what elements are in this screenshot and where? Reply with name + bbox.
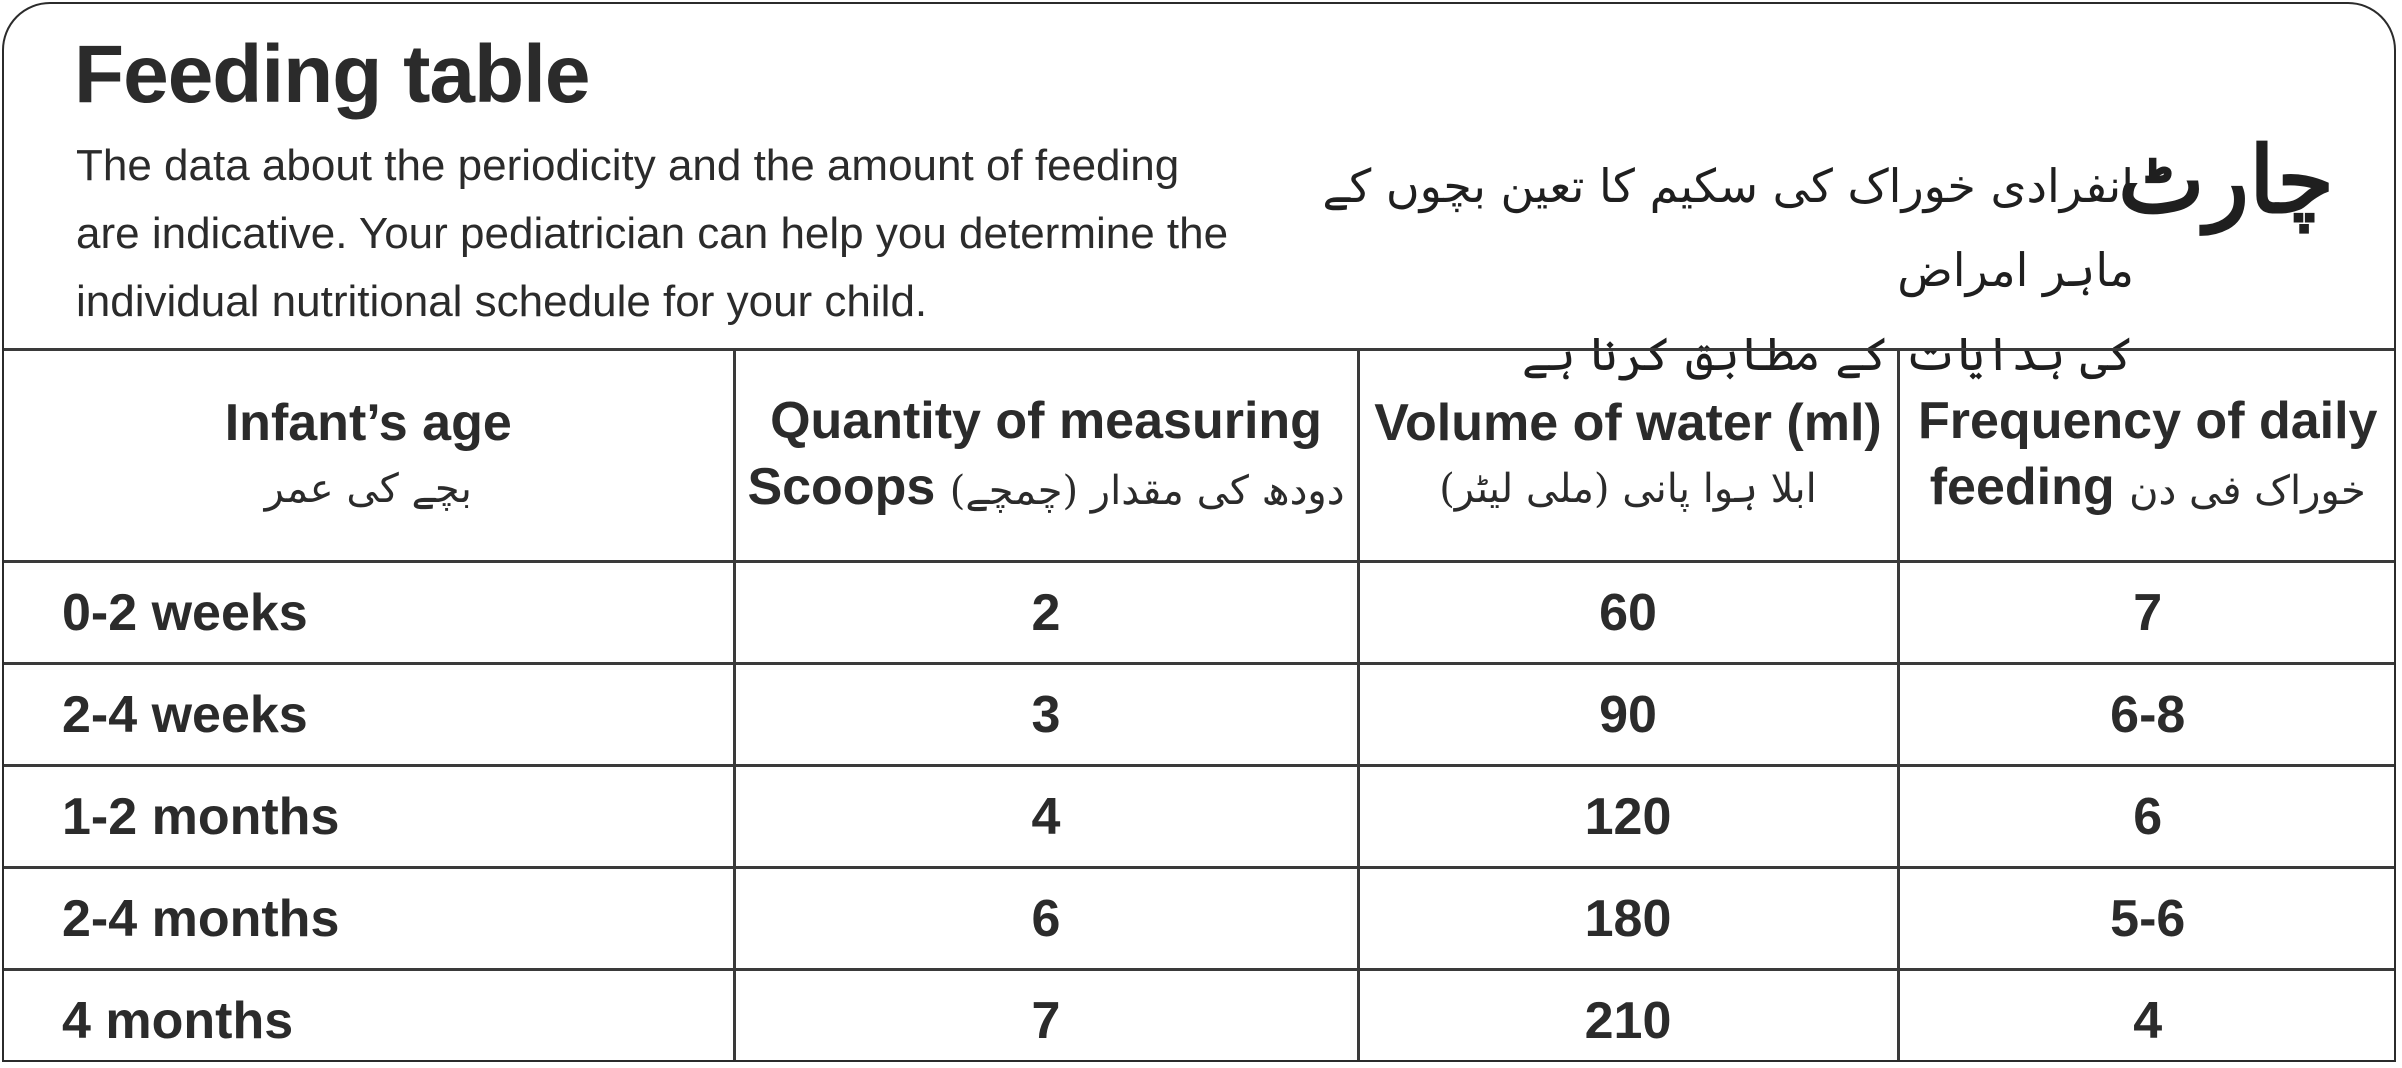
cell-scoops: 4 xyxy=(734,766,1358,868)
cell-water: 90 xyxy=(1358,664,1898,766)
cell-frequency: 5-6 xyxy=(1898,868,2396,970)
column-header-frequency-label-2: feeding xyxy=(1929,457,2115,516)
cell-scoops: 2 xyxy=(734,562,1358,664)
table-row xyxy=(4,868,2396,970)
column-header-scoops-label-2: Scoops xyxy=(747,457,936,516)
intro-line-3: individual nutritional schedule for your child. xyxy=(76,277,928,326)
column-header-frequency-urdu: خوراک فی دن xyxy=(2129,467,2366,514)
column-header-water-label: Volume of water (ml) xyxy=(1374,393,1882,452)
cell-age: 2-4 months xyxy=(4,868,734,970)
urdu-title: چارٹ xyxy=(2118,126,2334,234)
column-header-scoops-urdu: دودھ کی مقدار (چمچے) xyxy=(949,467,1345,514)
intro-text xyxy=(76,132,1276,336)
column-header-frequency-label-1: Frequency of daily xyxy=(1918,391,2378,450)
column-header-water-urdu: ابلا ہوا پانی (ملی لیٹر) xyxy=(1439,465,1817,512)
cell-scoops: 7 xyxy=(734,970,1358,1063)
page-title: Feeding table xyxy=(74,29,590,120)
table-row xyxy=(4,562,2396,664)
cell-water: 60 xyxy=(1358,562,1898,664)
table-row xyxy=(4,766,2396,868)
cell-water: 120 xyxy=(1358,766,1898,868)
urdu-note-line-2: کی ہدایات کے مطابق کرنا ہے xyxy=(1521,327,2134,381)
column-header-age-urdu: بچے کی عمر xyxy=(264,465,472,512)
column-header-scoops-label-1: Quantity of measuring xyxy=(770,391,1322,450)
cell-age: 2-4 weeks xyxy=(4,664,734,766)
cell-age: 4 months xyxy=(4,970,734,1063)
feeding-table xyxy=(4,348,2396,1062)
column-header-water xyxy=(1358,350,1898,562)
cell-water: 210 xyxy=(1358,970,1898,1063)
column-header-age xyxy=(4,350,734,562)
intro-line-1: The data about the periodicity and the amount of feeding xyxy=(76,141,1180,190)
column-header-scoops xyxy=(734,350,1358,562)
cell-frequency: 7 xyxy=(1898,562,2396,664)
feeding-table-card xyxy=(2,2,2396,1062)
cell-frequency: 6 xyxy=(1898,766,2396,868)
column-header-age-label: Infant’s age xyxy=(224,393,512,452)
cell-frequency: 6-8 xyxy=(1898,664,2396,766)
cell-scoops: 6 xyxy=(734,868,1358,970)
table-header-row xyxy=(4,350,2396,562)
cell-age: 1-2 months xyxy=(4,766,734,868)
table-row xyxy=(4,970,2396,1063)
cell-age: 0-2 weeks xyxy=(4,562,734,664)
cell-water: 180 xyxy=(1358,868,1898,970)
column-header-frequency xyxy=(1898,350,2396,562)
intro-line-2: are indicative. Your pediatrician can help you determine the xyxy=(76,209,1229,258)
urdu-note-line-1: انفرادی خوراک کی سکیم کا تعین بچوں کے ماہر امراض xyxy=(1322,159,2134,297)
cell-frequency: 4 xyxy=(1898,970,2396,1063)
cell-scoops: 3 xyxy=(734,664,1358,766)
table-row xyxy=(4,664,2396,766)
